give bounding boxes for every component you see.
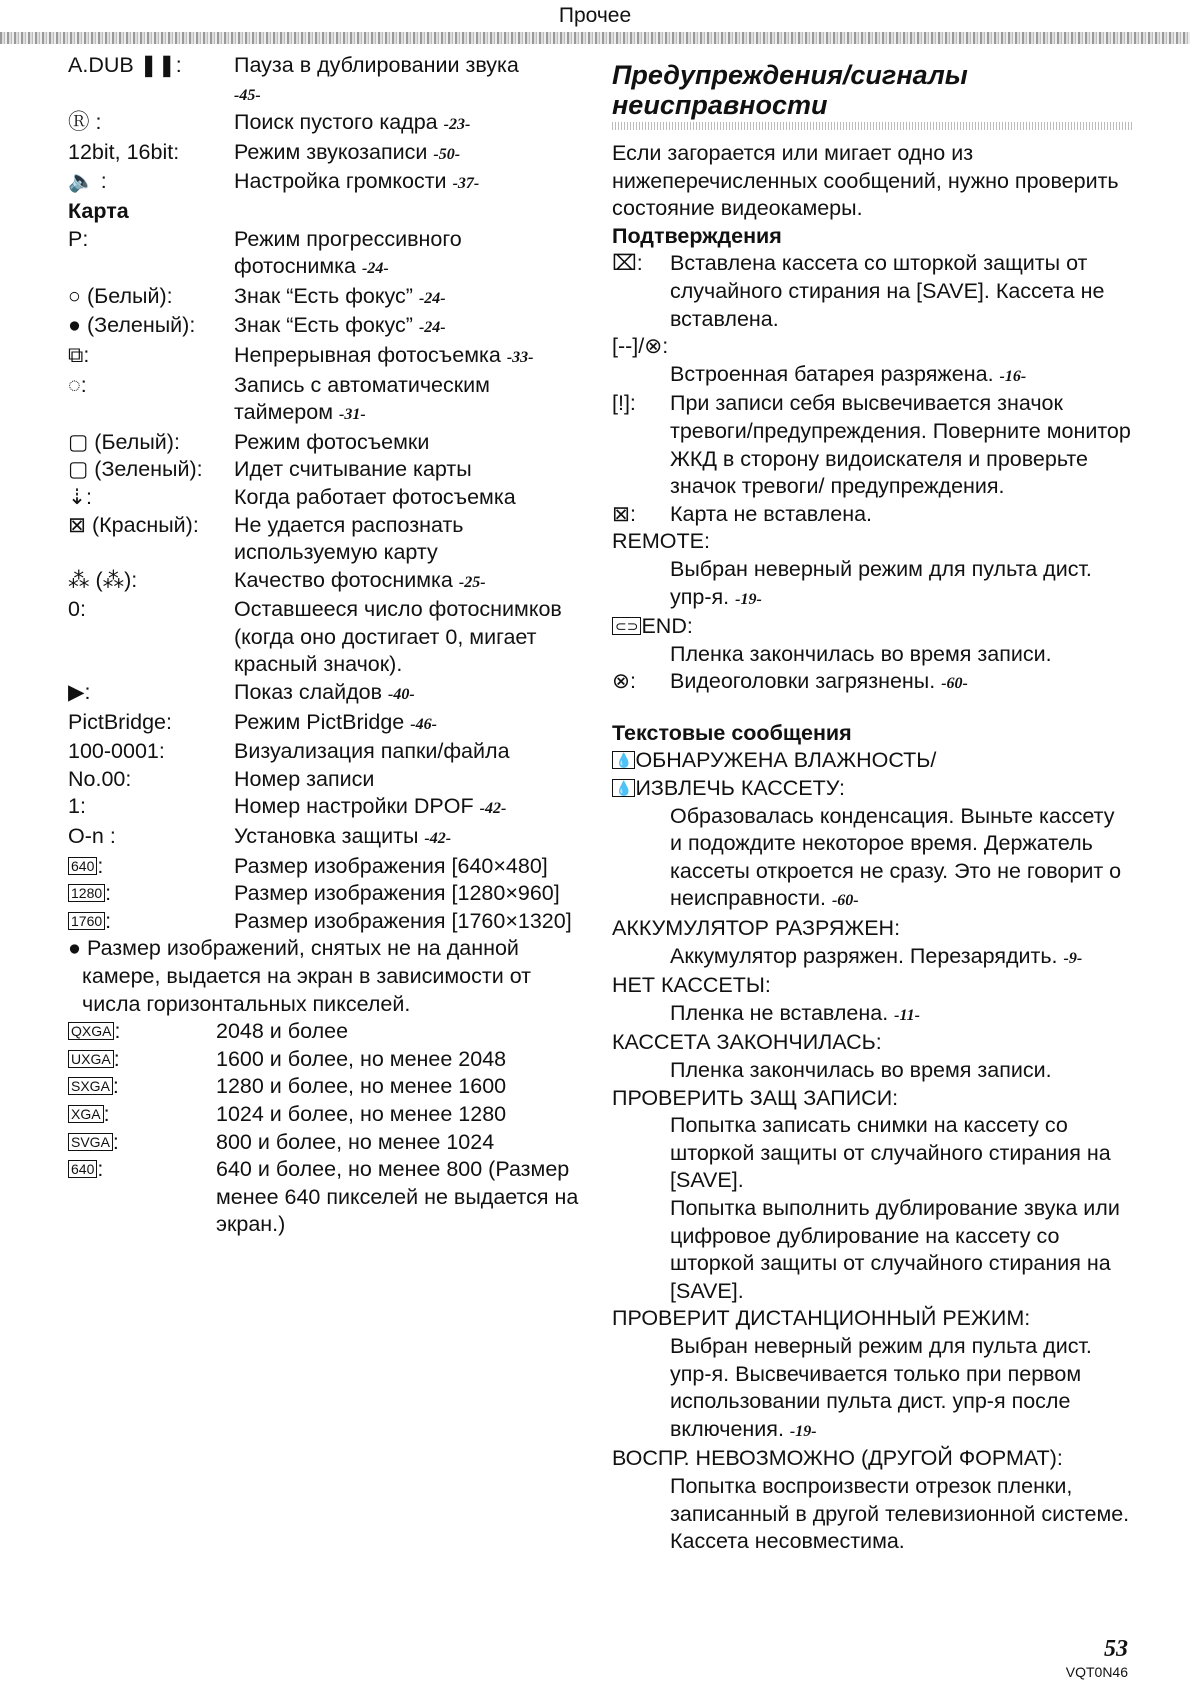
icon-row [68, 1046, 588, 1074]
page-number: 53 [1104, 1636, 1128, 1662]
icon-desc [216, 1156, 588, 1239]
confirm-item [612, 501, 1132, 529]
message-desc: Попытка воспроизвести отрезок пленки, записанный в другой телевизионной системе. Кассета несовместима. [670, 1473, 1130, 1554]
icon-desc-text: Размер изображения [1760×1320] [234, 908, 572, 933]
message-label: ПРОВЕРИТ ДИСТАНЦИОННЫЙ РЕЖИМ: [612, 1306, 1031, 1331]
message-desc [612, 1000, 1132, 1030]
icon-desc-text: Оставшееся число фотоснимков (когда оно достигает 0, мигает красный значок). [234, 597, 562, 677]
message-desc [612, 943, 1132, 973]
title-line-1: Предупреждения/сигналы [612, 60, 968, 90]
icon-label: SXGA : [68, 1073, 216, 1101]
message-label: ПРОВЕРИТЬ ЗАЩ ЗАПИСИ: [612, 1085, 899, 1110]
icon-row [68, 342, 588, 372]
title-rule [612, 122, 1132, 130]
icon-label: O-n : [68, 824, 116, 849]
icon-label: ⇣: [68, 484, 92, 509]
icon-desc-text: Запись с автоматическим таймером [234, 372, 490, 425]
icon-row [68, 139, 588, 169]
page-ref: -24- [418, 289, 446, 307]
message-label [612, 747, 1132, 775]
confirm-item [612, 668, 1132, 698]
icon-desc-text: 1024 и более, но менее 1280 [216, 1101, 507, 1126]
icon-desc [234, 738, 588, 766]
icon-desc-text: Качество фотоснимка [234, 567, 453, 592]
confirm-text: Видеоголовки загрязнены. [670, 669, 936, 694]
battery-icon: [--]/⊗: [612, 334, 669, 359]
icon-desc [234, 823, 588, 853]
confirm-item [612, 361, 1132, 391]
icon-row [68, 312, 588, 342]
tape-end-icon: ⊂⊃ [612, 617, 641, 635]
icon-list-card [68, 226, 588, 936]
confirm-text: Встроенная батарея разряжена. [670, 361, 994, 386]
page-ref: -16- [999, 367, 1027, 385]
icon-desc-text: Знак “Есть фокус” [234, 313, 413, 338]
icon-label: No.00: [68, 766, 132, 791]
icon-desc [234, 484, 588, 512]
icon-label: ● (Зеленый): [68, 313, 196, 338]
icon-label: A.DUB ❚❚: [68, 53, 182, 77]
icon-desc-text: 1280 и более, но менее 1600 [216, 1074, 507, 1099]
confirm-heading: Подтверждения [612, 223, 782, 248]
icon-row [68, 1018, 588, 1046]
icon-label: QXGA : [68, 1018, 216, 1046]
page-ref: -37- [452, 175, 480, 193]
icon-label: 640 : [68, 853, 234, 881]
icon-desc-text: Настройка громкости [234, 169, 447, 194]
confirm-item [612, 390, 1132, 500]
message-text: ИЗВЛЕЧЬ КАССЕТУ: [635, 776, 845, 801]
icon-desc-text: Номер настройки DPOF [234, 794, 474, 819]
page-ref: -60- [831, 892, 859, 910]
icon-label: 100-0001: [68, 739, 165, 764]
icon-row [68, 823, 588, 853]
icon-desc [234, 283, 588, 313]
message-label: КАССЕТА ЗАКОНЧИЛАСЬ: [612, 1030, 882, 1055]
page-ref: -23- [443, 116, 471, 134]
tape-end-label [612, 613, 1132, 641]
icon-desc-text: Показ слайдов [234, 680, 383, 705]
icon-desc [234, 109, 588, 139]
icon-label: 640 : [68, 1156, 216, 1239]
icon-label: 1: [68, 794, 86, 819]
icon-label: ⁂ (⁂): [68, 567, 138, 592]
message-label: АККУМУЛЯТОР РАЗРЯЖЕН: [612, 916, 901, 941]
title-line-2: неисправности [612, 90, 828, 120]
message-desc-text: Пленка не вставлена. [670, 1000, 889, 1025]
icon-desc-text: Установка защиты [234, 824, 419, 849]
icon-row [68, 766, 588, 794]
icon-row [68, 1073, 588, 1101]
icon-row [68, 1156, 588, 1239]
warning-icon: [!]: [612, 391, 636, 416]
icon-desc-text: Номер записи [234, 766, 375, 791]
icon-desc [234, 168, 588, 198]
icon-desc [234, 52, 588, 109]
page-ref: -42- [424, 830, 452, 848]
intro-text: Если загорается или мигает одно из нижеперечисленных сообщений, нужно проверить состояние видеокамеры. [612, 141, 1119, 221]
confirm-text: Вставлена кассета со шторкой защиты от случайного стирания на [SAVE]. Кассета не вставлена. [670, 251, 1105, 331]
icon-desc [234, 456, 588, 484]
page-ref: -31- [339, 406, 366, 424]
size-icon: 640 [68, 857, 97, 875]
moisture-icon: 💧 [612, 751, 635, 769]
icon-desc-text: 640 и более, но менее 800 (Размер менее 640 пикселей не выдается на экран.) [216, 1157, 579, 1237]
confirm-item: Пленка закончилась во время записи. [670, 641, 1052, 666]
icon-row [68, 1101, 588, 1129]
page-ref: -9- [1063, 949, 1083, 967]
page-ref: -11- [894, 1006, 920, 1024]
icon-desc [234, 709, 588, 739]
header-bar [0, 32, 1190, 44]
icon-row [68, 880, 588, 908]
icon-row [68, 853, 588, 881]
cassette-protect-icon: ⌧: [612, 251, 643, 276]
icon-label: 🔈 : [68, 169, 107, 194]
dirty-heads-icon: ⊗: [612, 669, 636, 694]
message-label [612, 775, 1132, 803]
icon-label: XGA : [68, 1101, 216, 1129]
icon-row [68, 372, 588, 429]
confirm-item [612, 250, 1132, 333]
icon-desc-text: Не удается распознать используемую карту [234, 512, 464, 565]
icon-desc-text: Режим PictBridge [234, 709, 405, 734]
page-ref: -24- [361, 260, 389, 278]
page-ref: -24- [418, 319, 446, 337]
icon-desc-text: 1600 и более, но менее 2048 [216, 1046, 507, 1071]
confirm-text-wrap [670, 668, 968, 698]
size-icon: QXGA [68, 1022, 114, 1040]
size-icon: SVGA [68, 1133, 113, 1151]
icon-label: SVGA : [68, 1129, 216, 1157]
icon-label: ▶: [68, 680, 91, 705]
confirm-text: Карта не вставлена. [670, 501, 873, 526]
page-ref: -46- [410, 715, 437, 733]
icon-desc-text: 800 и более, но менее 1024 [216, 1129, 495, 1154]
icon-desc [216, 1129, 588, 1157]
icon-row [68, 484, 588, 512]
size-icon: 640 [68, 1160, 97, 1178]
icon-row [68, 109, 588, 139]
icon-desc [216, 1046, 588, 1074]
size-icon: 1760 [68, 912, 105, 930]
icon-row [68, 793, 588, 823]
icon-row [68, 168, 588, 198]
message-desc [612, 803, 1132, 915]
tape-end-text: END: [641, 614, 693, 639]
icon-list-general [68, 52, 588, 198]
confirm-text: При записи себя высвечивается значок тревоги/предупреждения. Поверните монитор ЖКД в сторону видоискателя и проверьте значок тревоги/ предупреждения. [670, 391, 1131, 499]
icon-desc [234, 342, 588, 372]
section-title [612, 60, 1132, 120]
icon-label: 1760 : [68, 908, 234, 936]
icon-desc-text: Идет считывание карты [234, 457, 472, 482]
icon-desc [234, 880, 588, 908]
icon-desc [216, 1073, 588, 1101]
icon-row [68, 226, 588, 283]
icon-row [68, 1129, 588, 1157]
message-label: НЕТ КАССЕТЫ: [612, 973, 771, 998]
moisture-icon: 💧 [612, 779, 635, 797]
icon-desc [216, 1101, 588, 1129]
icon-label: ⊠ (Красный): [68, 512, 199, 537]
page-ref: -33- [506, 348, 534, 366]
message-desc: Попытка выполнить дублирование звука или цифровое дублирование на кассету со шторкой защиты от случайного стирания на [SAVE]. [670, 1195, 1120, 1303]
page-header: Прочее [558, 4, 632, 27]
message-desc: Попытка записать снимки на кассету со шторкой защиты от случайного стирания на [SAVE]. [670, 1113, 1111, 1193]
page-ref: -25- [458, 573, 486, 591]
icon-row [68, 429, 588, 457]
icon-desc-text: Пауза в дублировании звука [234, 53, 519, 77]
page-ref: -60- [941, 675, 968, 693]
icon-row [68, 679, 588, 709]
icon-desc [234, 853, 588, 881]
icon-label: ⧉: [68, 342, 90, 367]
icon-desc-text: Непрерывная фотосъемка [234, 342, 501, 367]
icon-label: ▢ (Зеленый): [68, 457, 203, 482]
icon-row [68, 456, 588, 484]
icon-desc-text: Знак “Есть фокус” [234, 283, 413, 308]
icon-label: 0: [68, 597, 86, 622]
page-ref: -42- [479, 800, 507, 818]
icon-row [68, 709, 588, 739]
icon-label: 12bit, 16bit: [68, 139, 180, 164]
message-desc: Пленка закончилась во время записи. [670, 1058, 1052, 1082]
right-column [612, 52, 1132, 1556]
size-icon: XGA [68, 1105, 104, 1123]
icon-desc-text: Визуализация папки/файла [234, 739, 510, 764]
icon-desc [234, 226, 588, 283]
icon-desc-text: Размер изображения [1280×960] [234, 881, 560, 906]
icon-desc-text: Режим звукозаписи [234, 139, 428, 164]
icon-label: PictBridge: [68, 709, 172, 734]
icon-label: ◌: [68, 372, 87, 397]
message-desc-text: Выбран неверный режим для пульта дист. упр-я. Высвечивается только при первом использовании пульта дист. упр-я после включения. [670, 1333, 1092, 1441]
icon-desc-text: Когда работает фотосъемка [234, 484, 516, 509]
icon-desc [234, 512, 588, 567]
icon-label: 1280 : [68, 880, 234, 908]
icon-label: ▢ (Белый): [68, 429, 180, 454]
icon-desc [234, 312, 588, 342]
icon-label: Ⓡ : [68, 110, 102, 135]
icon-desc [234, 766, 588, 794]
icon-desc [234, 139, 588, 169]
size-list [68, 1018, 588, 1239]
size-note: ● Размер изображений, снятых не на данной камере, выдается на экран в зависимости от числа горизонтальных пикселей. [68, 936, 532, 1016]
left-column [68, 52, 588, 1239]
icon-row [68, 512, 588, 567]
icon-row [68, 283, 588, 313]
no-card-icon: ⊠: [612, 501, 636, 526]
icon-desc-text: 2048 и более [216, 1019, 349, 1044]
page-ref: -45- [234, 86, 261, 104]
page-ref: -19- [735, 590, 762, 608]
text-messages-heading: Текстовые сообщения [612, 720, 852, 745]
icon-label: UXGA : [68, 1046, 216, 1074]
icon-desc-text: Режим прогрессивного фотоснимка [234, 226, 462, 279]
icon-row [68, 596, 588, 679]
icon-row [68, 52, 588, 109]
message-desc-text: Аккумулятор разряжен. Перезарядить. [670, 943, 1058, 968]
icon-desc-text: Поиск пустого кадра [234, 110, 438, 135]
message-text: ОБНАРУЖЕНА ВЛАЖНОСТЬ/ [635, 748, 937, 773]
icon-desc [216, 1018, 588, 1046]
page-ref: -40- [388, 686, 415, 704]
model-code: VQT0N46 [1065, 1664, 1128, 1680]
spacer [612, 698, 1132, 720]
card-heading: Карта [68, 198, 129, 223]
icon-desc [234, 372, 588, 429]
icon-desc [234, 793, 588, 823]
icon-label: ○ (Белый): [68, 283, 173, 308]
size-icon: UXGA [68, 1050, 114, 1068]
message-desc [612, 1333, 1132, 1445]
size-icon: 1280 [68, 884, 105, 902]
message-desc-text: Образовалась конденсация. Выньте кассету и подождите некоторое время. Держатель кассеты откроется не сразу. Это не говорит о неисправности. [670, 803, 1122, 911]
icon-label: P: [68, 226, 89, 251]
page-ref: -19- [789, 1422, 817, 1440]
size-icon: SXGA [68, 1077, 113, 1095]
icon-desc-text: Размер изображения [640×480] [234, 853, 548, 878]
icon-desc-text: Режим фотосъемки [234, 429, 430, 454]
icon-row [68, 908, 588, 936]
icon-row [68, 567, 588, 597]
message-label: ВОСПР. НЕВОЗМОЖНО (ДРУГОЙ ФОРМАТ): [612, 1446, 1063, 1471]
icon-row [68, 738, 588, 766]
icon-desc [234, 679, 588, 709]
icon-desc [234, 596, 588, 679]
icon-desc [234, 567, 588, 597]
size-note-text: Размер изображений, снятых не на данной камере, выдается на экран в зависимости от числа горизонтальных пикселей. [82, 936, 532, 1016]
confirm-item [612, 556, 1132, 613]
icon-desc [234, 429, 588, 457]
icon-desc [234, 908, 588, 936]
confirm-text: Выбран неверный режим для пульта дист. упр-я. [670, 556, 1092, 609]
remote-label: REMOTE: [612, 529, 710, 554]
page-ref: -50- [433, 145, 461, 163]
